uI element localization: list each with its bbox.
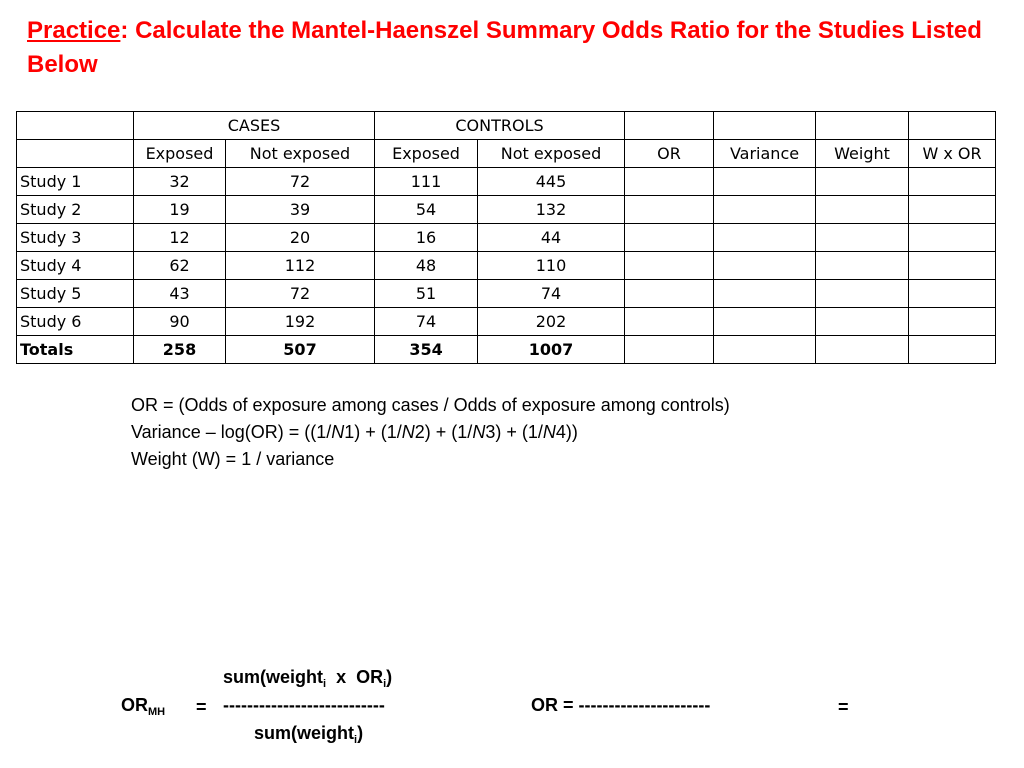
cell: 12 [134, 224, 226, 252]
variance-text: 4)) [555, 422, 578, 442]
definitions [131, 392, 730, 473]
title-practice: Practice [27, 17, 121, 44]
empty-cell [714, 196, 816, 224]
cell: 39 [226, 196, 375, 224]
table-row [17, 224, 996, 252]
empty-cell [625, 196, 714, 224]
final-equals: = [838, 697, 849, 717]
fraction-line: --------------------------- [223, 695, 385, 715]
col-header: Exposed [134, 140, 226, 168]
row-label: Study 1 [17, 168, 134, 196]
n-symbol: N [401, 422, 415, 442]
empty-cell [816, 168, 909, 196]
table-row [17, 252, 996, 280]
formula-text: x OR [326, 667, 384, 687]
cell: 32 [134, 168, 226, 196]
cell: 72 [226, 168, 375, 196]
empty-cell [816, 196, 909, 224]
cell: 1007 [478, 336, 625, 364]
formula-denominator [254, 723, 363, 744]
n-symbol: N [472, 422, 486, 442]
title-text: : Calculate the Mantel-Haenszel Summary Odds Ratio for the Studies Listed Below [27, 17, 982, 78]
or-definition: OR = (Odds of exposure among cases / Odds of exposure among controls) [131, 395, 730, 415]
cell: 132 [478, 196, 625, 224]
empty-cell [816, 336, 909, 364]
subscript: i [383, 678, 387, 690]
empty-cell [909, 224, 996, 252]
column-header-row [17, 140, 996, 168]
cell: 110 [478, 252, 625, 280]
formula-text: OR [121, 695, 148, 715]
empty-cell [816, 308, 909, 336]
n-symbol: N [331, 422, 345, 442]
cell: 44 [478, 224, 625, 252]
row-label: Totals [17, 336, 134, 364]
col-header: Not exposed [226, 140, 375, 168]
formula-text: sum(weight [223, 667, 324, 687]
cell: 90 [134, 308, 226, 336]
variance-definition [131, 419, 730, 446]
subscript: i [323, 678, 327, 690]
subscript: i [354, 734, 358, 746]
studies-table [16, 111, 996, 364]
slide-title [27, 14, 987, 82]
or-result: OR = ---------------------- [531, 695, 711, 715]
empty-cell [909, 336, 996, 364]
empty-cell [909, 168, 996, 196]
cell: 258 [134, 336, 226, 364]
variance-text: 1) + (1/ [344, 422, 402, 442]
cell: 62 [134, 252, 226, 280]
cell: 507 [226, 336, 375, 364]
cell: 72 [226, 280, 375, 308]
cell: 54 [375, 196, 478, 224]
empty-cell [909, 112, 996, 140]
col-header: Not exposed [478, 140, 625, 168]
col-header: W x OR [909, 140, 996, 168]
empty-cell [17, 112, 134, 140]
empty-cell [714, 112, 816, 140]
variance-text: Variance – log(OR) = ((1/ [131, 422, 332, 442]
empty-cell [625, 336, 714, 364]
variance-text: 2) + (1/ [414, 422, 473, 442]
empty-cell [909, 280, 996, 308]
empty-cell [909, 308, 996, 336]
col-header: OR [625, 140, 714, 168]
empty-cell [17, 140, 134, 168]
cell: 354 [375, 336, 478, 364]
table-row [17, 280, 996, 308]
empty-cell [714, 252, 816, 280]
variance-text: 3) + (1/ [485, 422, 543, 442]
cell: 16 [375, 224, 478, 252]
cell: 43 [134, 280, 226, 308]
table-row [17, 308, 996, 336]
formula-text: sum(weight [254, 723, 355, 743]
cell: 112 [226, 252, 375, 280]
formula-text: ) [357, 723, 364, 743]
cell: 74 [478, 280, 625, 308]
cell: 20 [226, 224, 375, 252]
row-label: Study 4 [17, 252, 134, 280]
empty-cell [625, 168, 714, 196]
col-header: Variance [714, 140, 816, 168]
empty-cell [625, 224, 714, 252]
empty-cell [625, 112, 714, 140]
empty-cell [625, 308, 714, 336]
empty-cell [714, 336, 816, 364]
cell: 74 [375, 308, 478, 336]
row-label: Study 6 [17, 308, 134, 336]
table-row [17, 196, 996, 224]
empty-cell [714, 280, 816, 308]
weight-definition: Weight (W) = 1 / variance [131, 449, 335, 469]
group-header-row [17, 112, 996, 140]
empty-cell [625, 252, 714, 280]
table-row [17, 168, 996, 196]
cell: 202 [478, 308, 625, 336]
cell: 51 [375, 280, 478, 308]
col-header: Exposed [375, 140, 478, 168]
row-label: Study 2 [17, 196, 134, 224]
cell: 445 [478, 168, 625, 196]
empty-cell [816, 280, 909, 308]
formula-equals: = [196, 697, 207, 717]
empty-cell [714, 168, 816, 196]
cell: 111 [375, 168, 478, 196]
empty-cell [909, 196, 996, 224]
empty-cell [625, 280, 714, 308]
cell: 48 [375, 252, 478, 280]
cell: 19 [134, 196, 226, 224]
empty-cell [909, 252, 996, 280]
subscript: MH [148, 706, 166, 718]
controls-header: CONTROLS [375, 112, 625, 140]
cell: 192 [226, 308, 375, 336]
formula-text: ) [386, 667, 393, 687]
empty-cell [816, 224, 909, 252]
totals-row [17, 336, 996, 364]
n-symbol: N [542, 422, 556, 442]
empty-cell [714, 308, 816, 336]
empty-cell [714, 224, 816, 252]
cases-header: CASES [134, 112, 375, 140]
formula-lhs [121, 695, 165, 716]
empty-cell [816, 252, 909, 280]
row-label: Study 5 [17, 280, 134, 308]
col-header: Weight [816, 140, 909, 168]
row-label: Study 3 [17, 224, 134, 252]
empty-cell [816, 112, 909, 140]
formula-numerator [223, 667, 392, 688]
